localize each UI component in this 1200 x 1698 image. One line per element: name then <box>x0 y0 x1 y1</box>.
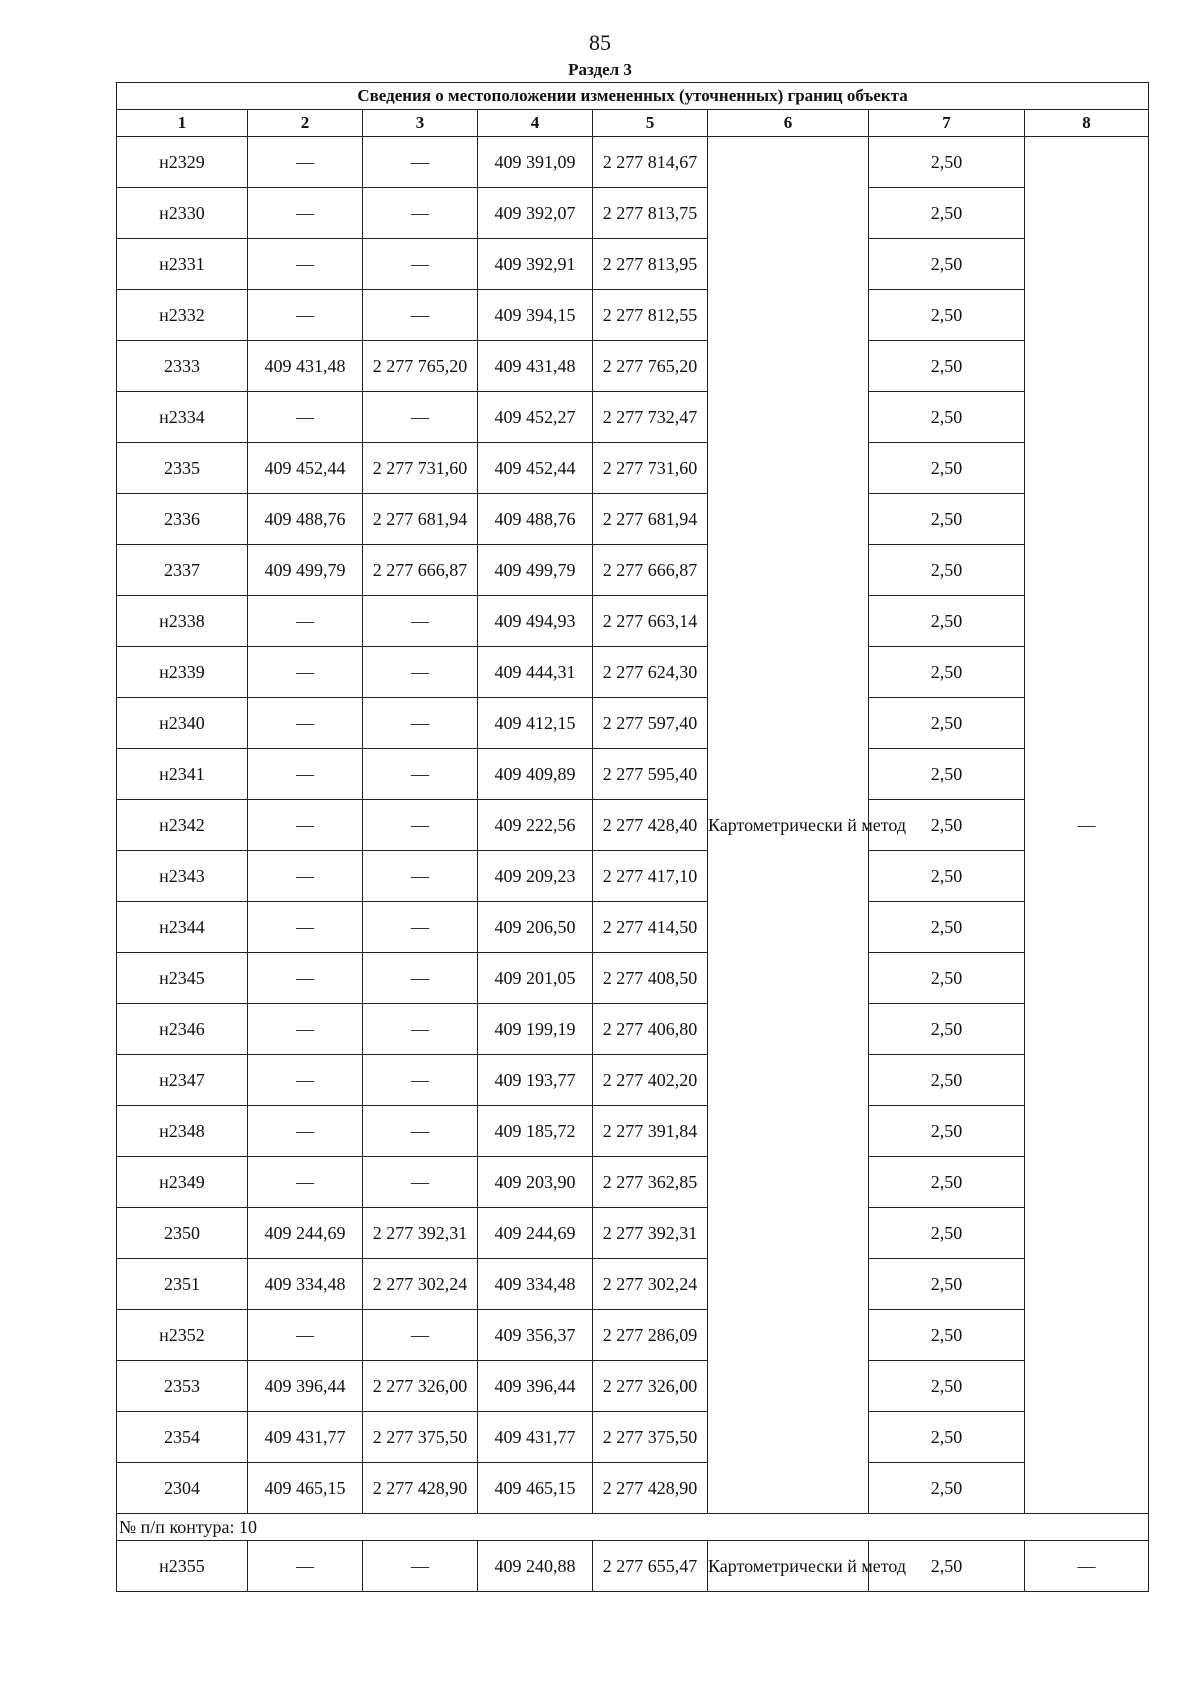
cell-col3: — <box>363 647 478 698</box>
table-row <box>117 698 1149 749</box>
cell-col7: 2,50 <box>869 392 1025 443</box>
table-row <box>117 392 1149 443</box>
cell-col1: н2331 <box>117 239 248 290</box>
cell-col1: н2341 <box>117 749 248 800</box>
cell-col4: 409 206,50 <box>478 902 593 953</box>
cell-col2: — <box>248 1106 363 1157</box>
cell-col4: 409 465,15 <box>478 1463 593 1514</box>
cell-col2: — <box>248 953 363 1004</box>
cell-col4: 409 356,37 <box>478 1310 593 1361</box>
cell-col1: н2345 <box>117 953 248 1004</box>
cell-col2: — <box>248 290 363 341</box>
cell-col3: — <box>363 953 478 1004</box>
cell-col7: 2,50 <box>869 749 1025 800</box>
cell-col1: 2333 <box>117 341 248 392</box>
cell-col3: — <box>363 392 478 443</box>
table-row <box>117 1157 1149 1208</box>
section-title: Раздел 3 <box>568 60 632 79</box>
cell-col7: 2,50 <box>869 1310 1025 1361</box>
cell-col7: 2,50 <box>869 137 1025 188</box>
cell-col4: 409 185,72 <box>478 1106 593 1157</box>
cell-col1: н2330 <box>117 188 248 239</box>
cell-col3: — <box>363 749 478 800</box>
cell-col5: 2 277 624,30 <box>593 647 708 698</box>
cell-col2: — <box>248 1004 363 1055</box>
cell-col3: — <box>363 1157 478 1208</box>
table-row <box>117 596 1149 647</box>
cell-col5: 2 277 663,14 <box>593 596 708 647</box>
cell-col2: — <box>248 647 363 698</box>
column-header-4: 4 <box>478 110 593 137</box>
table-row <box>117 749 1149 800</box>
cell-col4: 409 394,15 <box>478 290 593 341</box>
col8-merged-cell: — <box>1025 137 1149 1514</box>
cell-col7: 2,50 <box>869 443 1025 494</box>
cell-col1: н2355 <box>117 1541 248 1592</box>
cell-col1: 2304 <box>117 1463 248 1514</box>
cell-col3: — <box>363 902 478 953</box>
table-row <box>117 137 1149 188</box>
cell-col4: 409 412,15 <box>478 698 593 749</box>
cell-col2: — <box>248 902 363 953</box>
cell-col4: 409 396,44 <box>478 1361 593 1412</box>
cell-col5: 2 277 732,47 <box>593 392 708 443</box>
cell-col7: 2,50 <box>869 1157 1025 1208</box>
cell-col7: 2,50 <box>869 596 1025 647</box>
cell-col1: н2344 <box>117 902 248 953</box>
cell-col5: 2 277 681,94 <box>593 494 708 545</box>
cell-col2: 409 431,48 <box>248 341 363 392</box>
cell-col3: 2 277 326,00 <box>363 1361 478 1412</box>
cell-col5: 2 277 362,85 <box>593 1157 708 1208</box>
table-row <box>117 902 1149 953</box>
cell-col3: 2 277 392,31 <box>363 1208 478 1259</box>
cell-col4: 409 452,27 <box>478 392 593 443</box>
cell-col2: — <box>248 1541 363 1592</box>
cell-col2: — <box>248 392 363 443</box>
cell-col1: н2339 <box>117 647 248 698</box>
cell-col5: 2 277 814,67 <box>593 137 708 188</box>
cell-col3: — <box>363 1004 478 1055</box>
cell-col7: 2,50 <box>869 1004 1025 1055</box>
column-header-3: 3 <box>363 110 478 137</box>
cell-col7: 2,50 <box>869 800 1025 851</box>
cell-col3: — <box>363 698 478 749</box>
cell-col5: 2 277 417,10 <box>593 851 708 902</box>
table-row <box>117 494 1149 545</box>
cell-col3: 2 277 375,50 <box>363 1412 478 1463</box>
table-row <box>117 239 1149 290</box>
cell-col7: 2,50 <box>869 647 1025 698</box>
table-row <box>117 1055 1149 1106</box>
cell-col4: 409 201,05 <box>478 953 593 1004</box>
cell-col5: 2 277 731,60 <box>593 443 708 494</box>
cell-col3: 2 277 731,60 <box>363 443 478 494</box>
table-row <box>117 1208 1149 1259</box>
cell-col3: — <box>363 800 478 851</box>
column-header-2: 2 <box>248 110 363 137</box>
cell-col2: 409 244,69 <box>248 1208 363 1259</box>
cell-col1: н2342 <box>117 800 248 851</box>
cell-col4: 409 392,07 <box>478 188 593 239</box>
cell-col1: н2332 <box>117 290 248 341</box>
cell-col4: 409 199,19 <box>478 1004 593 1055</box>
cell-col2: — <box>248 137 363 188</box>
cell-col5: 2 277 595,40 <box>593 749 708 800</box>
cell-col2: — <box>248 596 363 647</box>
cell-col7: 2,50 <box>869 1541 1025 1592</box>
cell-col2: — <box>248 1310 363 1361</box>
cell-col3: — <box>363 1055 478 1106</box>
cell-col1: 2351 <box>117 1259 248 1310</box>
column-header-8: 8 <box>1025 110 1149 137</box>
cell-col1: н2329 <box>117 137 248 188</box>
cell-col3: — <box>363 137 478 188</box>
cell-col5: 2 277 302,24 <box>593 1259 708 1310</box>
cell-col3: — <box>363 290 478 341</box>
cell-col3: — <box>363 188 478 239</box>
cell-col2: 409 499,79 <box>248 545 363 596</box>
cell-col5: 2 277 428,90 <box>593 1463 708 1514</box>
cell-col8: — <box>1025 1541 1149 1592</box>
cell-col2: — <box>248 800 363 851</box>
table-row <box>117 1361 1149 1412</box>
cell-col2: 409 431,77 <box>248 1412 363 1463</box>
cell-col4: 409 488,76 <box>478 494 593 545</box>
cell-col2: — <box>248 188 363 239</box>
cell-col1: 2350 <box>117 1208 248 1259</box>
cell-col5: 2 277 391,84 <box>593 1106 708 1157</box>
cell-col7: 2,50 <box>869 1463 1025 1514</box>
cell-col3: 2 277 302,24 <box>363 1259 478 1310</box>
cell-col4: 409 444,31 <box>478 647 593 698</box>
cell-col2: — <box>248 1157 363 1208</box>
cell-col2: 409 396,44 <box>248 1361 363 1412</box>
cell-col5: 2 277 392,31 <box>593 1208 708 1259</box>
cell-col3: 2 277 765,20 <box>363 341 478 392</box>
cell-col1: н2346 <box>117 1004 248 1055</box>
cell-col1: 2337 <box>117 545 248 596</box>
cell-col3: 2 277 428,90 <box>363 1463 478 1514</box>
cell-col5: 2 277 406,80 <box>593 1004 708 1055</box>
table-caption: Сведения о местоположении измененных (уточненных) границ объекта <box>117 83 1149 110</box>
cell-col7: 2,50 <box>869 953 1025 1004</box>
cell-col5: 2 277 286,09 <box>593 1310 708 1361</box>
table-row <box>117 341 1149 392</box>
table-row <box>117 188 1149 239</box>
cell-col3: 2 277 681,94 <box>363 494 478 545</box>
cell-col5: 2 277 765,20 <box>593 341 708 392</box>
table-row <box>117 800 1149 851</box>
cell-col4: 409 240,88 <box>478 1541 593 1592</box>
cell-col2: — <box>248 1055 363 1106</box>
cell-col5: 2 277 666,87 <box>593 545 708 596</box>
cell-col2: 409 465,15 <box>248 1463 363 1514</box>
table-row <box>117 851 1149 902</box>
cell-col3: — <box>363 596 478 647</box>
table-row <box>117 1004 1149 1055</box>
table-row <box>117 1259 1149 1310</box>
cell-col5: 2 277 408,50 <box>593 953 708 1004</box>
cell-col2: — <box>248 239 363 290</box>
table-row <box>117 1412 1149 1463</box>
cell-col1: 2336 <box>117 494 248 545</box>
cell-col4: 409 193,77 <box>478 1055 593 1106</box>
cell-col4: 409 222,56 <box>478 800 593 851</box>
cell-col1: 2353 <box>117 1361 248 1412</box>
column-header-7: 7 <box>869 110 1025 137</box>
cell-col1: н2334 <box>117 392 248 443</box>
cell-col1: н2340 <box>117 698 248 749</box>
cell-col3: — <box>363 1310 478 1361</box>
cell-col3: — <box>363 1106 478 1157</box>
cell-col4: 409 209,23 <box>478 851 593 902</box>
cell-col5: 2 277 428,40 <box>593 800 708 851</box>
cell-col5: 2 277 326,00 <box>593 1361 708 1412</box>
table-row <box>117 443 1149 494</box>
cell-col7: 2,50 <box>869 902 1025 953</box>
table-row <box>117 545 1149 596</box>
cell-col2: — <box>248 749 363 800</box>
cell-col7: 2,50 <box>869 698 1025 749</box>
cell-col7: 2,50 <box>869 1259 1025 1310</box>
page-number: 85 <box>589 30 611 55</box>
column-header-5: 5 <box>593 110 708 137</box>
table-row <box>117 953 1149 1004</box>
table-row <box>117 1541 1149 1592</box>
cell-col5: 2 277 597,40 <box>593 698 708 749</box>
cell-col5: 2 277 813,75 <box>593 188 708 239</box>
cell-col5: 2 277 812,55 <box>593 290 708 341</box>
cell-col4: 409 409,89 <box>478 749 593 800</box>
cell-col4: 409 244,69 <box>478 1208 593 1259</box>
cell-col4: 409 392,91 <box>478 239 593 290</box>
boundary-table <box>116 82 1149 1592</box>
cell-col3: 2 277 666,87 <box>363 545 478 596</box>
cell-col2: 409 334,48 <box>248 1259 363 1310</box>
cell-col1: н2347 <box>117 1055 248 1106</box>
cell-col1: н2352 <box>117 1310 248 1361</box>
contour-label: № п/п контура: 10 <box>117 1514 1149 1541</box>
table-row <box>117 1310 1149 1361</box>
cell-col3: — <box>363 239 478 290</box>
cell-col7: 2,50 <box>869 1412 1025 1463</box>
cell-col2: — <box>248 851 363 902</box>
table-row <box>117 290 1149 341</box>
cell-col7: 2,50 <box>869 1106 1025 1157</box>
cell-col1: н2348 <box>117 1106 248 1157</box>
cell-col7: 2,50 <box>869 545 1025 596</box>
table-row <box>117 1463 1149 1514</box>
cell-col5: 2 277 375,50 <box>593 1412 708 1463</box>
cell-col4: 409 499,79 <box>478 545 593 596</box>
cell-col2: 409 452,44 <box>248 443 363 494</box>
cell-col2: — <box>248 698 363 749</box>
cell-col4: 409 431,48 <box>478 341 593 392</box>
cell-col7: 2,50 <box>869 188 1025 239</box>
cell-col5: 2 277 402,20 <box>593 1055 708 1106</box>
cell-col5: 2 277 655,47 <box>593 1541 708 1592</box>
cell-col1: 2335 <box>117 443 248 494</box>
table-row <box>117 1106 1149 1157</box>
cell-col7: 2,50 <box>869 851 1025 902</box>
cell-col3: — <box>363 1541 478 1592</box>
cell-col7: 2,50 <box>869 1208 1025 1259</box>
cell-col4: 409 494,93 <box>478 596 593 647</box>
cell-col1: н2343 <box>117 851 248 902</box>
cell-col5: 2 277 414,50 <box>593 902 708 953</box>
cell-col7: 2,50 <box>869 1361 1025 1412</box>
cell-col1: н2349 <box>117 1157 248 1208</box>
cell-col4: 409 203,90 <box>478 1157 593 1208</box>
cell-col1: 2354 <box>117 1412 248 1463</box>
method-cell: Картометрически й метод <box>708 1541 869 1592</box>
cell-col4: 409 431,77 <box>478 1412 593 1463</box>
column-header-1: 1 <box>117 110 248 137</box>
cell-col7: 2,50 <box>869 239 1025 290</box>
cell-col7: 2,50 <box>869 1055 1025 1106</box>
cell-col7: 2,50 <box>869 290 1025 341</box>
cell-col5: 2 277 813,95 <box>593 239 708 290</box>
column-header-6: 6 <box>708 110 869 137</box>
cell-col3: — <box>363 851 478 902</box>
cell-col4: 409 452,44 <box>478 443 593 494</box>
cell-col7: 2,50 <box>869 494 1025 545</box>
method-cell: Картометрически й метод <box>708 137 869 1514</box>
cell-col2: 409 488,76 <box>248 494 363 545</box>
cell-col7: 2,50 <box>869 341 1025 392</box>
cell-col4: 409 391,09 <box>478 137 593 188</box>
cell-col4: 409 334,48 <box>478 1259 593 1310</box>
table-row <box>117 647 1149 698</box>
cell-col1: н2338 <box>117 596 248 647</box>
